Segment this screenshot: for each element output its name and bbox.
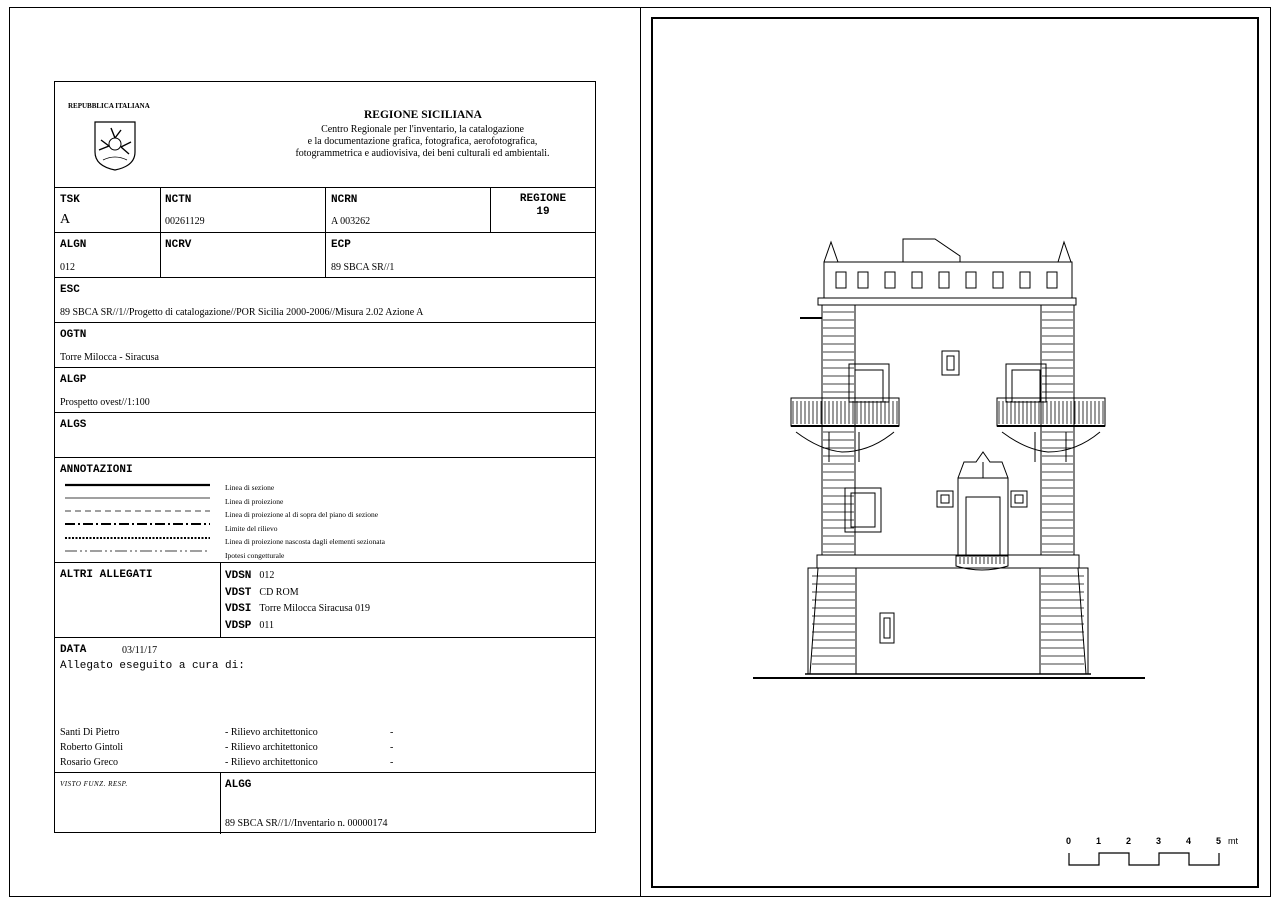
allegati-row: VDSP 011 bbox=[225, 619, 275, 632]
allegati-row: VDSI Torre Milocca Siracusa 019 bbox=[225, 603, 371, 615]
nctn-label: NCTN bbox=[165, 194, 192, 206]
scale-unit: mt bbox=[1228, 836, 1238, 846]
scale-tick: 4 bbox=[1186, 836, 1192, 846]
person-dash: - bbox=[390, 727, 394, 738]
regione-value: 19 bbox=[536, 206, 550, 218]
ncrv-label: NCRV bbox=[165, 239, 192, 251]
scale-tick: 2 bbox=[1126, 836, 1132, 846]
data-date: 03/11/17 bbox=[122, 645, 158, 656]
person-name: Roberto Gintoli bbox=[60, 742, 124, 753]
legend-item: Ipotesi congetturale bbox=[225, 550, 285, 560]
algg-value: 89 SBCA SR//1//Inventario n. 00000174 bbox=[225, 818, 388, 829]
allegati-row: VDST CD ROM bbox=[225, 586, 299, 599]
person-dash: - bbox=[390, 742, 394, 753]
legend-item: Linea di proiezione bbox=[225, 496, 284, 506]
line-legend bbox=[65, 480, 215, 560]
annotazioni-label: ANNOTAZIONI bbox=[60, 464, 133, 476]
center-description bbox=[235, 124, 610, 160]
ogtn-value: Torre Milocca - Siracusa bbox=[60, 352, 159, 363]
legend-labels bbox=[225, 481, 385, 562]
ncrn-value: A 003262 bbox=[331, 216, 371, 227]
scale-tick: 1 bbox=[1096, 836, 1102, 846]
person-role: - Rilievo architettonico bbox=[225, 727, 318, 738]
legend-item: Linea di proiezione al di sopra del piano di sezione bbox=[225, 510, 379, 519]
algn-value: 012 bbox=[60, 262, 75, 273]
person-role: - Rilievo architettonico bbox=[225, 742, 318, 753]
legend-item: Linea di proiezione nascosta dagli elementi sezionata bbox=[225, 537, 385, 546]
altri-allegati-label: ALTRI ALLEGATI bbox=[60, 569, 153, 581]
legend-item: Linea di sezione bbox=[225, 483, 275, 492]
visto-label: VISTO FUNZ. RESP. bbox=[60, 780, 128, 788]
algp-value: Prospetto ovest//1:100 bbox=[60, 397, 150, 408]
sicily-emblem-icon bbox=[93, 120, 137, 172]
person-name: Santi Di Pietro bbox=[60, 727, 120, 738]
person-role: - Rilievo architettonico bbox=[225, 757, 318, 768]
scale-tick: 5 bbox=[1216, 836, 1222, 846]
tsk-value: A bbox=[60, 212, 71, 227]
algn-label: ALGN bbox=[60, 239, 87, 251]
allegati-rows bbox=[225, 567, 370, 633]
person-name: Rosario Greco bbox=[60, 757, 119, 768]
person-dash: - bbox=[390, 757, 394, 768]
scale-tick: 3 bbox=[1156, 836, 1162, 846]
drawing-frame bbox=[651, 17, 1259, 888]
algg-label: ALGG bbox=[225, 779, 252, 791]
region-title: REGIONE SICILIANA bbox=[364, 109, 482, 121]
scale-bar bbox=[1062, 833, 1252, 873]
regione-label: REGIONE bbox=[519, 193, 567, 205]
algp-label: ALGP bbox=[60, 374, 87, 386]
page-divider bbox=[640, 7, 641, 897]
ecp-value: 89 SBCA SR//1 bbox=[331, 262, 395, 273]
regione-box bbox=[491, 193, 595, 218]
algs-label: ALGS bbox=[60, 419, 87, 431]
ecp-label: ECP bbox=[331, 239, 351, 251]
allegato-intro: Allegato eseguito a cura di: bbox=[60, 660, 245, 672]
esc-value: 89 SBCA SR//1//Progetto di catalogazione//POR Sicilia 2000-2006//Misura 2.02 Azione A bbox=[60, 307, 424, 318]
data-label: DATA bbox=[60, 644, 87, 656]
nctn-value: 00261129 bbox=[165, 216, 205, 227]
scale-tick: 0 bbox=[1066, 836, 1072, 846]
ncrn-label: NCRN bbox=[331, 194, 358, 206]
center-line: fotogrammetrica e audiovisiva, dei beni culturali ed ambientali. bbox=[295, 148, 550, 159]
catalog-card bbox=[54, 81, 596, 833]
republic-label: REPUBBLICA ITALIANA bbox=[68, 102, 150, 110]
center-line: e la documentazione grafica, fotografica, aerofotografica, bbox=[307, 136, 538, 147]
allegati-row: VDSN 012 bbox=[225, 570, 275, 582]
center-line: Centro Regionale per l'inventario, la catalogazione bbox=[321, 124, 524, 135]
ogtn-label: OGTN bbox=[60, 329, 87, 341]
tsk-label: TSK bbox=[60, 194, 80, 206]
esc-label: ESC bbox=[60, 284, 80, 296]
legend-item: Limite del rilievo bbox=[225, 523, 278, 533]
